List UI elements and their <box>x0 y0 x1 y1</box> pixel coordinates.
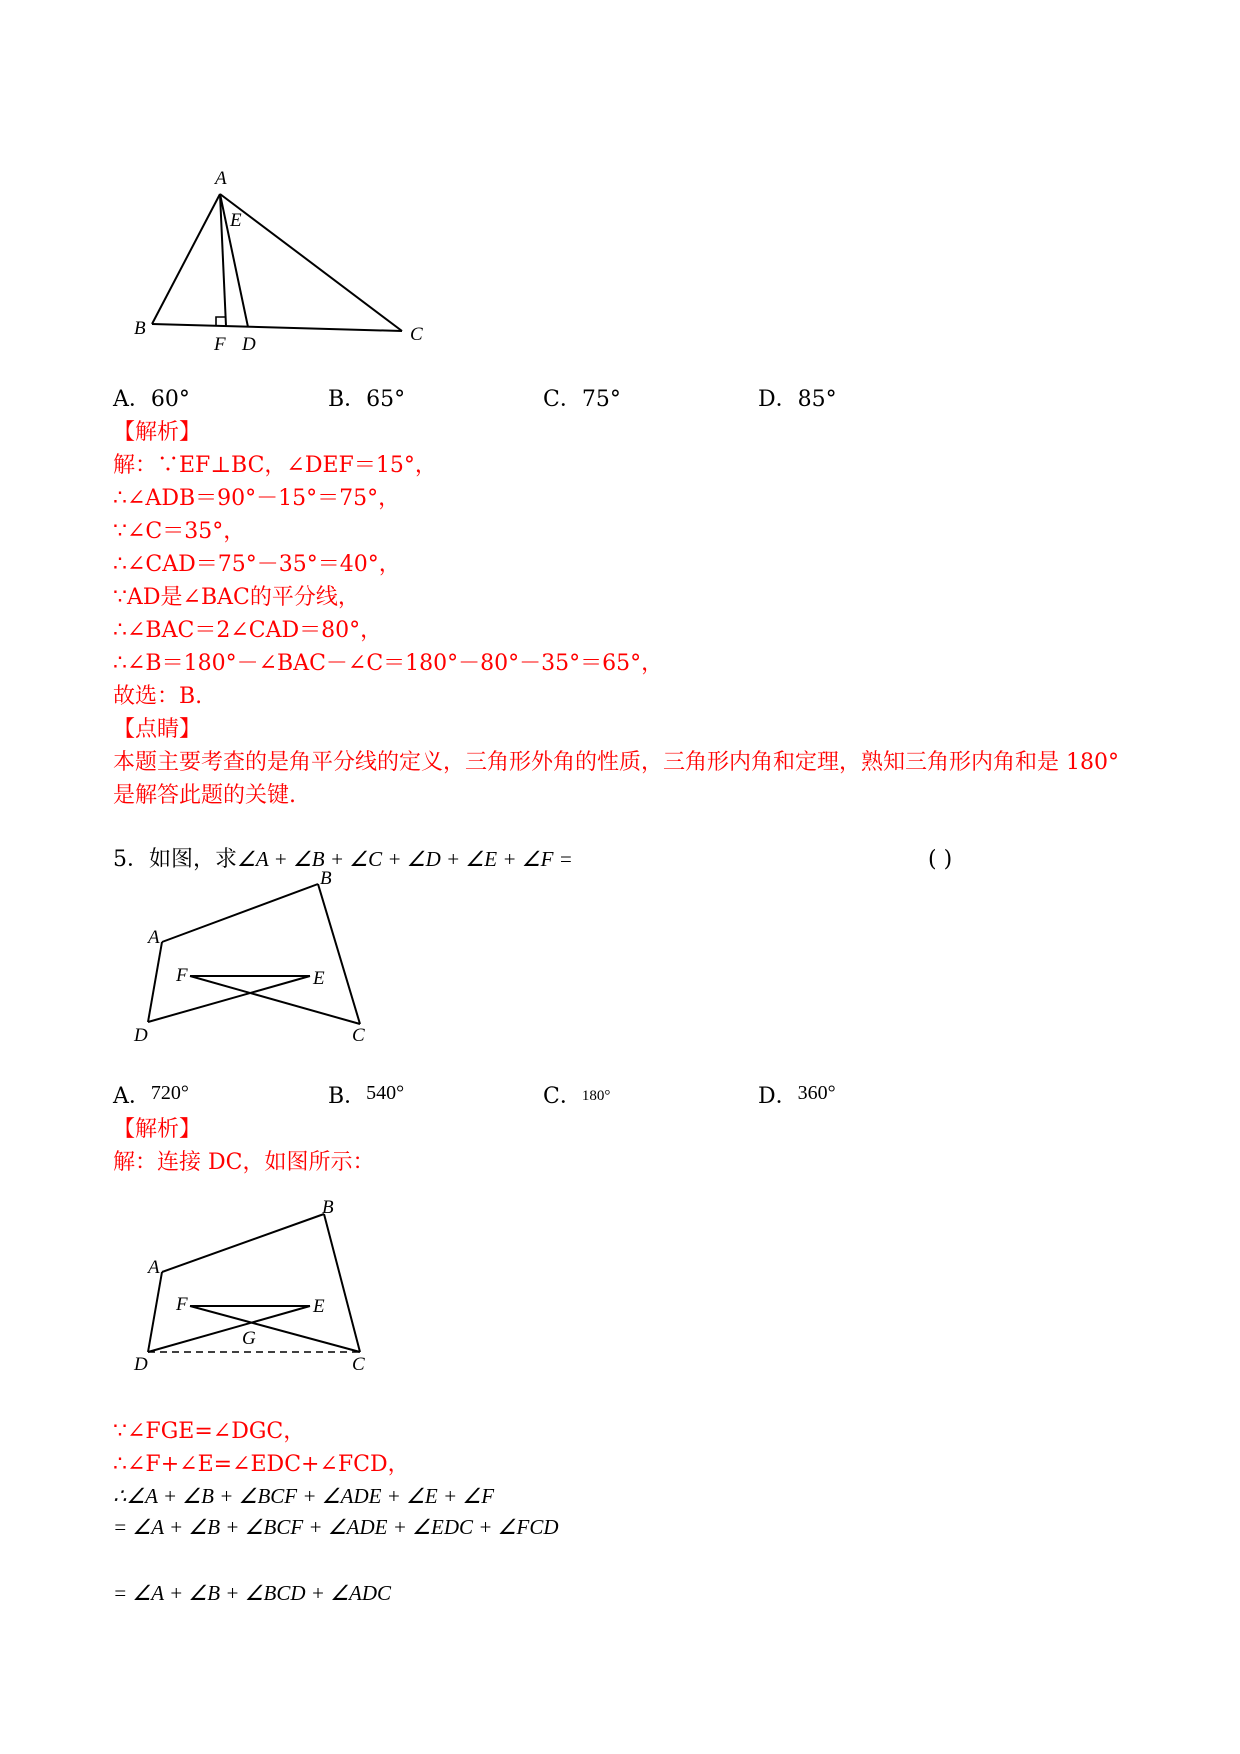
right-angle-mark <box>216 317 225 326</box>
label-d: D <box>242 334 256 355</box>
figure-q5-solution <box>120 1192 380 1382</box>
segment-de <box>148 1306 310 1352</box>
label-f: F <box>176 965 188 986</box>
q4-option-b: B．65° <box>328 387 406 412</box>
segment-bc <box>318 884 360 1024</box>
segment-ad <box>148 942 162 1022</box>
q4-analysis-line-3: ∵∠C＝35°， <box>113 519 246 544</box>
figure-triangle-abc <box>120 160 440 360</box>
label-e: E <box>313 968 325 989</box>
q4-answer: 故选：B. <box>113 684 203 709</box>
q5-option-a: A．720° <box>113 1082 189 1109</box>
segment-de <box>148 976 310 1022</box>
label-e: E <box>230 210 242 231</box>
q5-analysis-red-line-1: ∵∠FGE=∠DGC， <box>113 1419 306 1444</box>
label-f: F <box>176 1294 188 1315</box>
label-c: C <box>410 324 423 345</box>
q4-option-d: D．85° <box>758 387 837 412</box>
q4-analysis-line-6: ∴∠BAC＝2∠CAD＝80°， <box>113 618 383 643</box>
q4-analysis-line-2: ∴∠ADB＝90°－15°＝75°， <box>113 486 401 511</box>
q4-analysis-heading: 【解析】 <box>113 420 202 445</box>
figure-triangle-abc-svg <box>120 160 440 360</box>
q4-analysis-line-4: ∴∠CAD＝75°－35°＝40°， <box>113 552 401 577</box>
label-b: B <box>320 868 332 889</box>
q5-option-c: C．180° <box>543 1084 611 1109</box>
segment-ac <box>220 194 402 331</box>
label-c: C <box>352 1354 365 1375</box>
label-a: A <box>148 1257 160 1278</box>
label-a: A <box>215 168 227 189</box>
q4-comment-heading: 【点睛】 <box>113 717 202 742</box>
q4-options <box>113 383 1013 416</box>
q5-analysis-intro: 解：连接 DC，如图所示： <box>113 1150 375 1175</box>
q5-answer-bracket: ( ) <box>928 847 953 872</box>
q4-comment: 本题主要考查的是角平分线的定义，三角形外角的性质，三角形内角和定理，熟知三角形内角和是 180° 是解答此题的关键. <box>113 750 1119 808</box>
segment-ab <box>152 194 220 324</box>
label-b: B <box>322 1197 334 1218</box>
segment-bc <box>324 1214 360 1352</box>
q5-analysis-black-line-1: ∴∠A + ∠B + ∠BCF + ∠ADE + ∠E + ∠F <box>113 1484 495 1508</box>
label-d: D <box>134 1025 148 1046</box>
q5-expression: ∠A + ∠B + ∠C + ∠D + ∠E + ∠F = <box>237 847 573 871</box>
figure-q5 <box>120 862 380 1052</box>
q5-analysis-black-line-3: = ∠A + ∠B + ∠BCD + ∠ADC <box>113 1581 392 1605</box>
q4-analysis-line-1: 解：∵EF⊥BC，∠DEF＝15°， <box>113 453 437 478</box>
label-d: D <box>134 1354 148 1375</box>
segment-ad <box>148 1272 162 1352</box>
q5-option-d: D．360° <box>758 1082 836 1109</box>
segment-ab <box>162 1214 324 1272</box>
label-f: F <box>214 334 226 355</box>
q5-analysis-heading: 【解析】 <box>113 1117 202 1142</box>
label-g: G <box>242 1328 256 1349</box>
figure-q5-solution-svg <box>120 1192 380 1382</box>
q4-option-a: A．60° <box>113 387 190 412</box>
label-e: E <box>313 1296 325 1317</box>
q5-analysis-black-line-2: = ∠A + ∠B + ∠BCF + ∠ADE + ∠EDC + ∠FCD <box>113 1515 559 1539</box>
segment-fc <box>190 1306 360 1352</box>
q4-analysis-line-5: ∵AD是∠BAC的平分线， <box>113 585 360 610</box>
segment-ab <box>162 884 318 942</box>
label-c: C <box>352 1025 365 1046</box>
q5-number: 5．如图，求 <box>113 847 237 872</box>
segment-fc <box>190 976 360 1024</box>
q5-option-b: B．540° <box>328 1082 405 1109</box>
label-b: B <box>134 318 146 339</box>
label-a: A <box>148 927 160 948</box>
segment-bc <box>152 324 402 331</box>
q4-analysis-line-7: ∴∠B＝180°－∠BAC－∠C＝180°－80°－35°＝65°， <box>113 651 664 676</box>
q5-analysis-red-line-2: ∴∠F+∠E=∠EDC+∠FCD， <box>113 1452 410 1477</box>
figure-q5-svg <box>120 862 380 1052</box>
q4-option-c: C．75° <box>543 387 621 412</box>
q5-options <box>113 1080 1013 1113</box>
